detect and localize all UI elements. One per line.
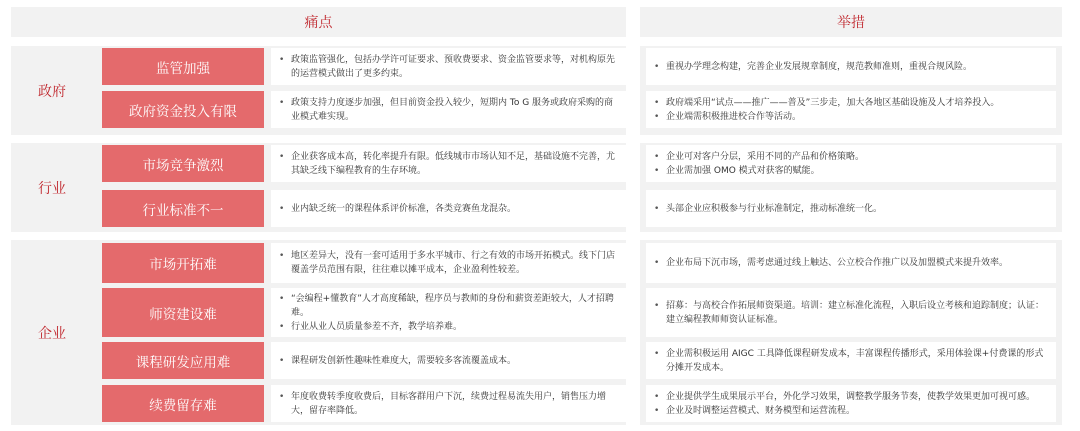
pain-point-item [271,48,626,85]
pain-point-text: • 企业获客成本高，转化率提升有限。低线城市市场认知不足，基础设施不完善，尤其缺乏线下编程教育的生存环境。 [279,150,618,178]
measure-text: • 招募：与高校合作拓展师资渠道。培训：建立标准化流程，入职后设立考核和追踪制度；认证：建立编程教师师资认证标准。 [654,299,1048,327]
pain-point-text: • 政策支持力度逐步加强，但目前资金投入较少，短期内 To G 服务或政府采购的商业模式难实现。 [279,96,618,124]
measure-text: • 企业布局下沉市场，需考虑通过线上触达、公立校合作推广以及加盟模式来提升效率。 [654,256,1048,270]
measure-item [646,342,1056,379]
pain-point-text: • “会编程+懂教育”人才高度稀缺，程序员与教师的身份和薪资差距较大，人才招聘难。 [279,292,618,320]
category-renewal-retention: 续费留存难 [102,385,264,422]
category-curriculum-development: 课程研发应用难 [102,342,264,379]
measure-text: • 企业需积极运用 AIGC 工具降低课程研发成本，丰富课程传播形式，采用体验课+付费课的形式分摊开发成本。 [654,347,1048,375]
pain-point-text: • 课程研发创新性趣味性难度大，需要较多客流覆盖成本。 [279,354,618,368]
measure-item [646,91,1056,128]
measure-item [646,48,1056,85]
pain-point-text: • 政策监管强化，包括办学许可证要求、预收费要求、资金监管要求等，对机构原先的运营模式做出了更多约束。 [279,53,618,81]
category-market-expansion: 市场开拓难 [102,243,264,283]
category-market-competition: 市场竞争激烈 [102,145,264,182]
measure-text: • 企业需加强 OMO 模式对获客的赋能。 [654,164,1048,178]
pain-point-item [271,243,626,283]
measure-text: • 企业及时调整运营模式、财务模型和运营流程。 [654,404,1048,418]
group-label-government: 政府 [38,83,66,100]
pain-point-item [271,342,626,379]
pain-point-text: • 年度收费转季度收费后，目标客群用户下沉，续费过程易流失用户，销售压力增大，留存率降低。 [279,390,618,418]
measure-text: • 企业端需积极推进校合作等活动。 [654,110,1048,124]
measure-item [646,145,1056,182]
measure-text: • 头部企业应积极参与行业标准制定，推动标准统一化。 [654,202,1048,216]
pain-point-item [271,145,626,182]
measure-text: • 政府端采用“试点——推广——普及”三步走，加大各地区基础设施及人才培养投入。 [654,96,1048,110]
measure-text: • 重视办学理念构建，完善企业发展规章制度，规范教师准则，重视合规风险。 [654,60,1048,74]
category-industry-standards: 行业标准不一 [102,190,264,227]
measure-item [646,385,1056,422]
category-supervision: 监管加强 [102,48,264,85]
measure-item [646,190,1056,227]
category-teacher-building: 师资建设难 [102,288,264,337]
measure-text: • 企业提供学生成果展示平台，外化学习效果，调整教学服务节奏，使教学效果更加可视可感。 [654,390,1048,404]
category-government-funding: 政府资金投入有限 [102,91,264,128]
group-label-enterprise: 企业 [38,325,66,342]
pain-point-item [271,91,626,128]
pain-point-text: • 地区差异大，没有一套可适用于多水平城市、行之有效的市场开拓模式。线下门店覆盖学员范围有限，往往难以摊平成本，企业盈利性较差。 [279,249,618,277]
group-label-industry: 行业 [38,180,66,197]
measure-text: • 企业可对客户分层，采用不同的产品和价格策略。 [654,150,1048,164]
pain-point-item [271,190,626,227]
pain-points-header: 痛点 [11,7,626,37]
measure-item [646,243,1056,283]
pain-point-text: • 行业从业人员质量参差不齐，教学培养难。 [279,320,618,334]
measures-header: 举措 [640,7,1062,37]
pain-point-item [271,288,626,337]
pain-point-item [271,385,626,422]
measure-item [646,288,1056,337]
pain-point-text: • 业内缺乏统一的课程体系评价标准，各类竞赛鱼龙混杂。 [279,202,618,216]
